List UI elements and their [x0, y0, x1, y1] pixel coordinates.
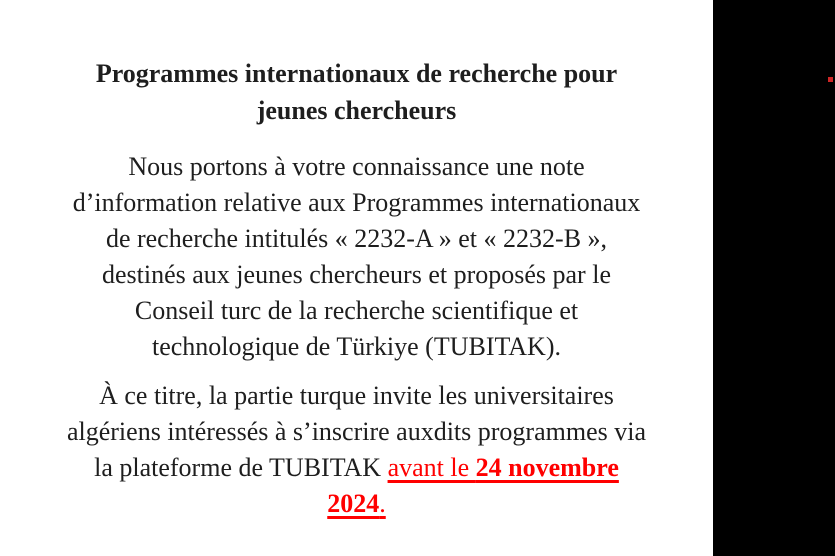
title-line-2: jeunes chercheurs [256, 96, 457, 125]
title-line-1: Programmes internationaux de recherche pour [95, 59, 618, 88]
deadline-line-1: À ce titre, la partie turque invite les universitaires [99, 381, 614, 410]
paragraph-deadline [0, 378, 713, 522]
deadline-year-bold: 2024 [327, 489, 380, 518]
document-title [0, 55, 713, 129]
deadline-line-3 [0, 450, 713, 486]
intro-line-6: technologique de Türkiye (TUBITAK). [152, 332, 561, 361]
right-black-panel [713, 0, 835, 556]
deadline-line-2: algériens intéressés à s’inscrire auxdits programmes via [66, 417, 647, 446]
deadline-text-plain: la plateforme de TUBITAK [94, 453, 388, 482]
intro-line-5: Conseil turc de la recherche scientifique et [134, 296, 579, 325]
deadline-line-4 [0, 486, 713, 522]
deadline-highlight-regular: avant le [387, 453, 476, 482]
red-marker [828, 77, 833, 82]
paragraph-intro [0, 149, 713, 365]
deadline-period: . [379, 489, 386, 518]
intro-line-1: Nous portons à votre connaissance une note [128, 152, 585, 181]
intro-line-3: de recherche intitulés « 2232-A » et « 2232-B », [105, 224, 608, 253]
intro-line-2: d’information relative aux Programmes internationaux [72, 188, 641, 217]
intro-line-4: destinés aux jeunes chercheurs et proposés par le [102, 260, 611, 289]
deadline-highlight-bold: 24 novembre [475, 453, 619, 482]
